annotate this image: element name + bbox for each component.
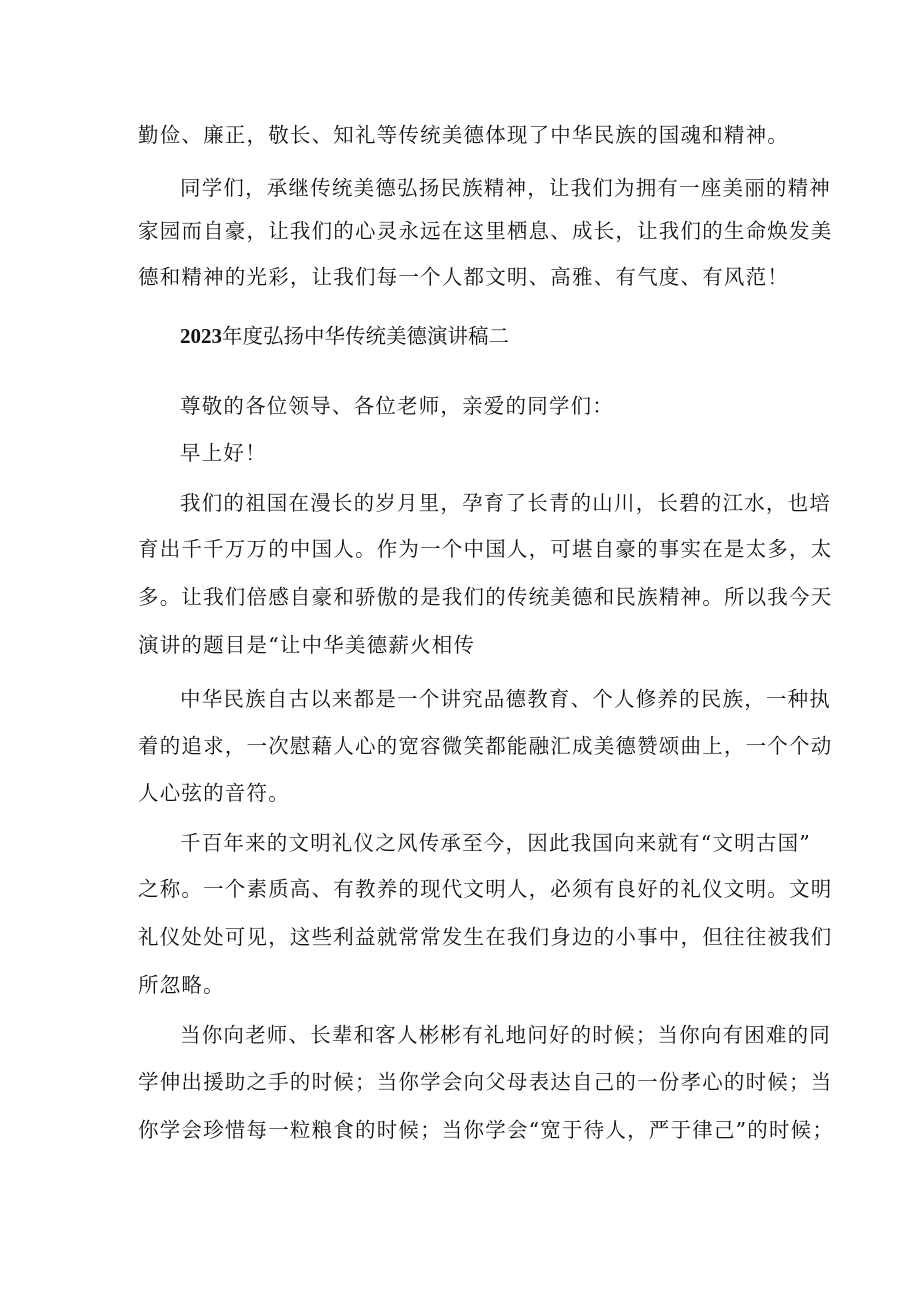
body-line: 学伸出援助之手的时候；当你学会向父母表达自己的一份孝心的时候；当 [138, 1070, 833, 1094]
paragraph-first-line: 中华民族自古以来都是一个讲究品德教育、个人修养的民族，一种执 [180, 687, 831, 711]
paragraph-first-line: 当你向老师、长辈和客人彬彬有礼地问好的时候；当你向有困难的同 [180, 1023, 831, 1047]
salutation: 尊敬的各位领导、各位老师，亲爱的同学们： [180, 394, 614, 418]
heading-year: 2023 [180, 324, 222, 348]
body-line: 着的追求，一次慰藉人心的宽容微笑都能融汇成美德赞颂曲上，一个个动 [138, 734, 833, 758]
paragraph-first-line: 我们的祖国在漫长的岁月里，孕育了长青的山川，长碧的江水，也培 [180, 491, 831, 515]
body-line: 德和精神的光彩，让我们每一个人都文明、高雅、有气度、有风范！ [138, 265, 789, 289]
paragraph-first-line: 千百年来的文明礼仪之风传承至今，因此我国向来就有“文明古国” [180, 831, 811, 855]
section-heading [180, 323, 509, 349]
body-line: 多。让我们倍感自豪和骄傲的是我们的传统美德和民族精神。所以我今天 [138, 585, 833, 609]
body-line: 人心弦的音符。 [138, 781, 290, 805]
body-line: 之称。一个素质高、有教养的现代文明人，必须有良好的礼仪文明。文明 [138, 877, 833, 901]
paragraph-first-line: 同学们，承继传统美德弘扬民族精神，让我们为拥有一座美丽的精神 [180, 176, 831, 200]
body-line: 育出千千万万的中国人。作为一个中国人，可堪自豪的事实在是太多，太 [138, 537, 833, 561]
body-line: 你学会珍惜每一粒粮食的时候；当你学会“宽于待人，严于律己”的时候； [138, 1118, 835, 1142]
body-line: 勤俭、廉正，敬长、知礼等传统美德体现了中华民族的国魂和精神。 [138, 123, 789, 147]
body-line: 礼仪处处可见，这些利益就常常发生在我们身边的小事中，但往往被我们 [138, 925, 833, 949]
greeting: 早上好！ [180, 441, 267, 465]
body-line: 所忽略。 [138, 973, 225, 997]
body-line: 演讲的题目是“让中华美德薪火相传 [138, 633, 476, 657]
body-line: 家园而自豪，让我们的心灵永远在这里栖息、成长，让我们的生命焕发美 [138, 219, 833, 243]
heading-title: 年度弘扬中华传统美德演讲稿二 [222, 324, 509, 348]
